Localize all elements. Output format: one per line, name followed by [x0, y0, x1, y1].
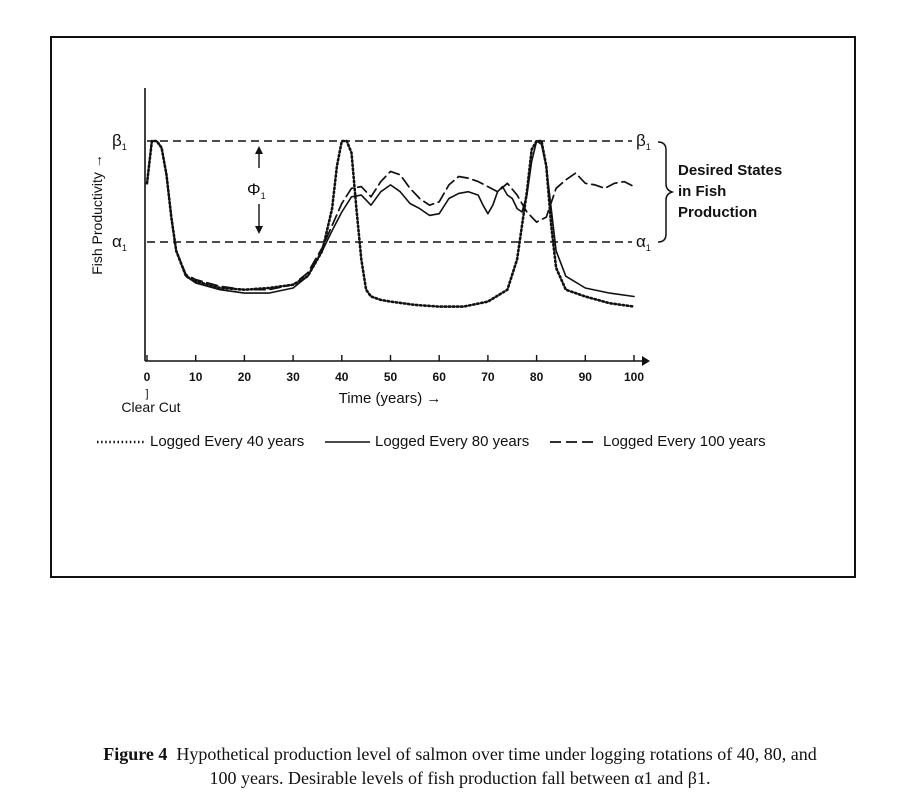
phi-arrowhead-up — [255, 146, 263, 154]
caption-label: Figure 4 — [103, 744, 168, 764]
x-tick-label: 80 — [529, 370, 544, 384]
x-tick-label: 70 — [481, 370, 495, 384]
series-line-dotted — [147, 141, 634, 307]
desired-states-label: in Fish — [678, 183, 727, 200]
desired-states-bracket — [658, 142, 672, 242]
phi-label: $\Phi_1$ — [247, 180, 266, 201]
legend-label: Logged Every 80 years — [375, 433, 530, 450]
x-tick-label: 0 — [143, 370, 151, 384]
x-tick-label: 60 — [432, 370, 446, 384]
series-line-solid — [147, 141, 634, 297]
x-tick-label: 40 — [335, 370, 349, 384]
level-label-right: $\beta_1$ — [636, 131, 651, 152]
desired-states-label: Production — [678, 204, 758, 221]
chart-svg — [52, 38, 854, 576]
clear-cut-mark: ] — [145, 388, 149, 400]
x-tick-label: 30 — [286, 370, 300, 384]
x-tick-label: 20 — [237, 370, 252, 384]
x-tick-label: 90 — [578, 370, 592, 384]
x-tick-label: 10 — [189, 370, 203, 384]
figure-caption — [60, 742, 860, 790]
phi-arrowhead-down — [255, 226, 263, 234]
caption-text: Hypothetical production level of salmon over time under logging rotations of 40, 80, and — [176, 744, 817, 764]
y-axis-title: Fish Productivity → — [89, 154, 105, 275]
series-line-dashed — [147, 141, 634, 290]
level-label-left: $\alpha_1$ — [112, 232, 127, 253]
legend-label: Logged Every 40 years — [150, 433, 305, 450]
caption-line-2: 100 years. Desirable levels of fish production fall between α1 and β1. — [209, 768, 711, 788]
x-axis-arrowhead — [642, 356, 650, 366]
clear-cut-label: Clear Cut — [121, 399, 181, 415]
x-axis-title: Time (years) → — [338, 390, 442, 407]
desired-states-label: Desired States — [678, 162, 783, 179]
x-tick-label: 100 — [623, 370, 645, 384]
x-tick-label: 50 — [383, 370, 398, 384]
level-label-left: $\beta_1$ — [112, 131, 127, 152]
figure-frame — [50, 36, 856, 578]
legend-label: Logged Every 100 years — [603, 433, 766, 450]
level-label-right: $\alpha_1$ — [636, 232, 651, 253]
